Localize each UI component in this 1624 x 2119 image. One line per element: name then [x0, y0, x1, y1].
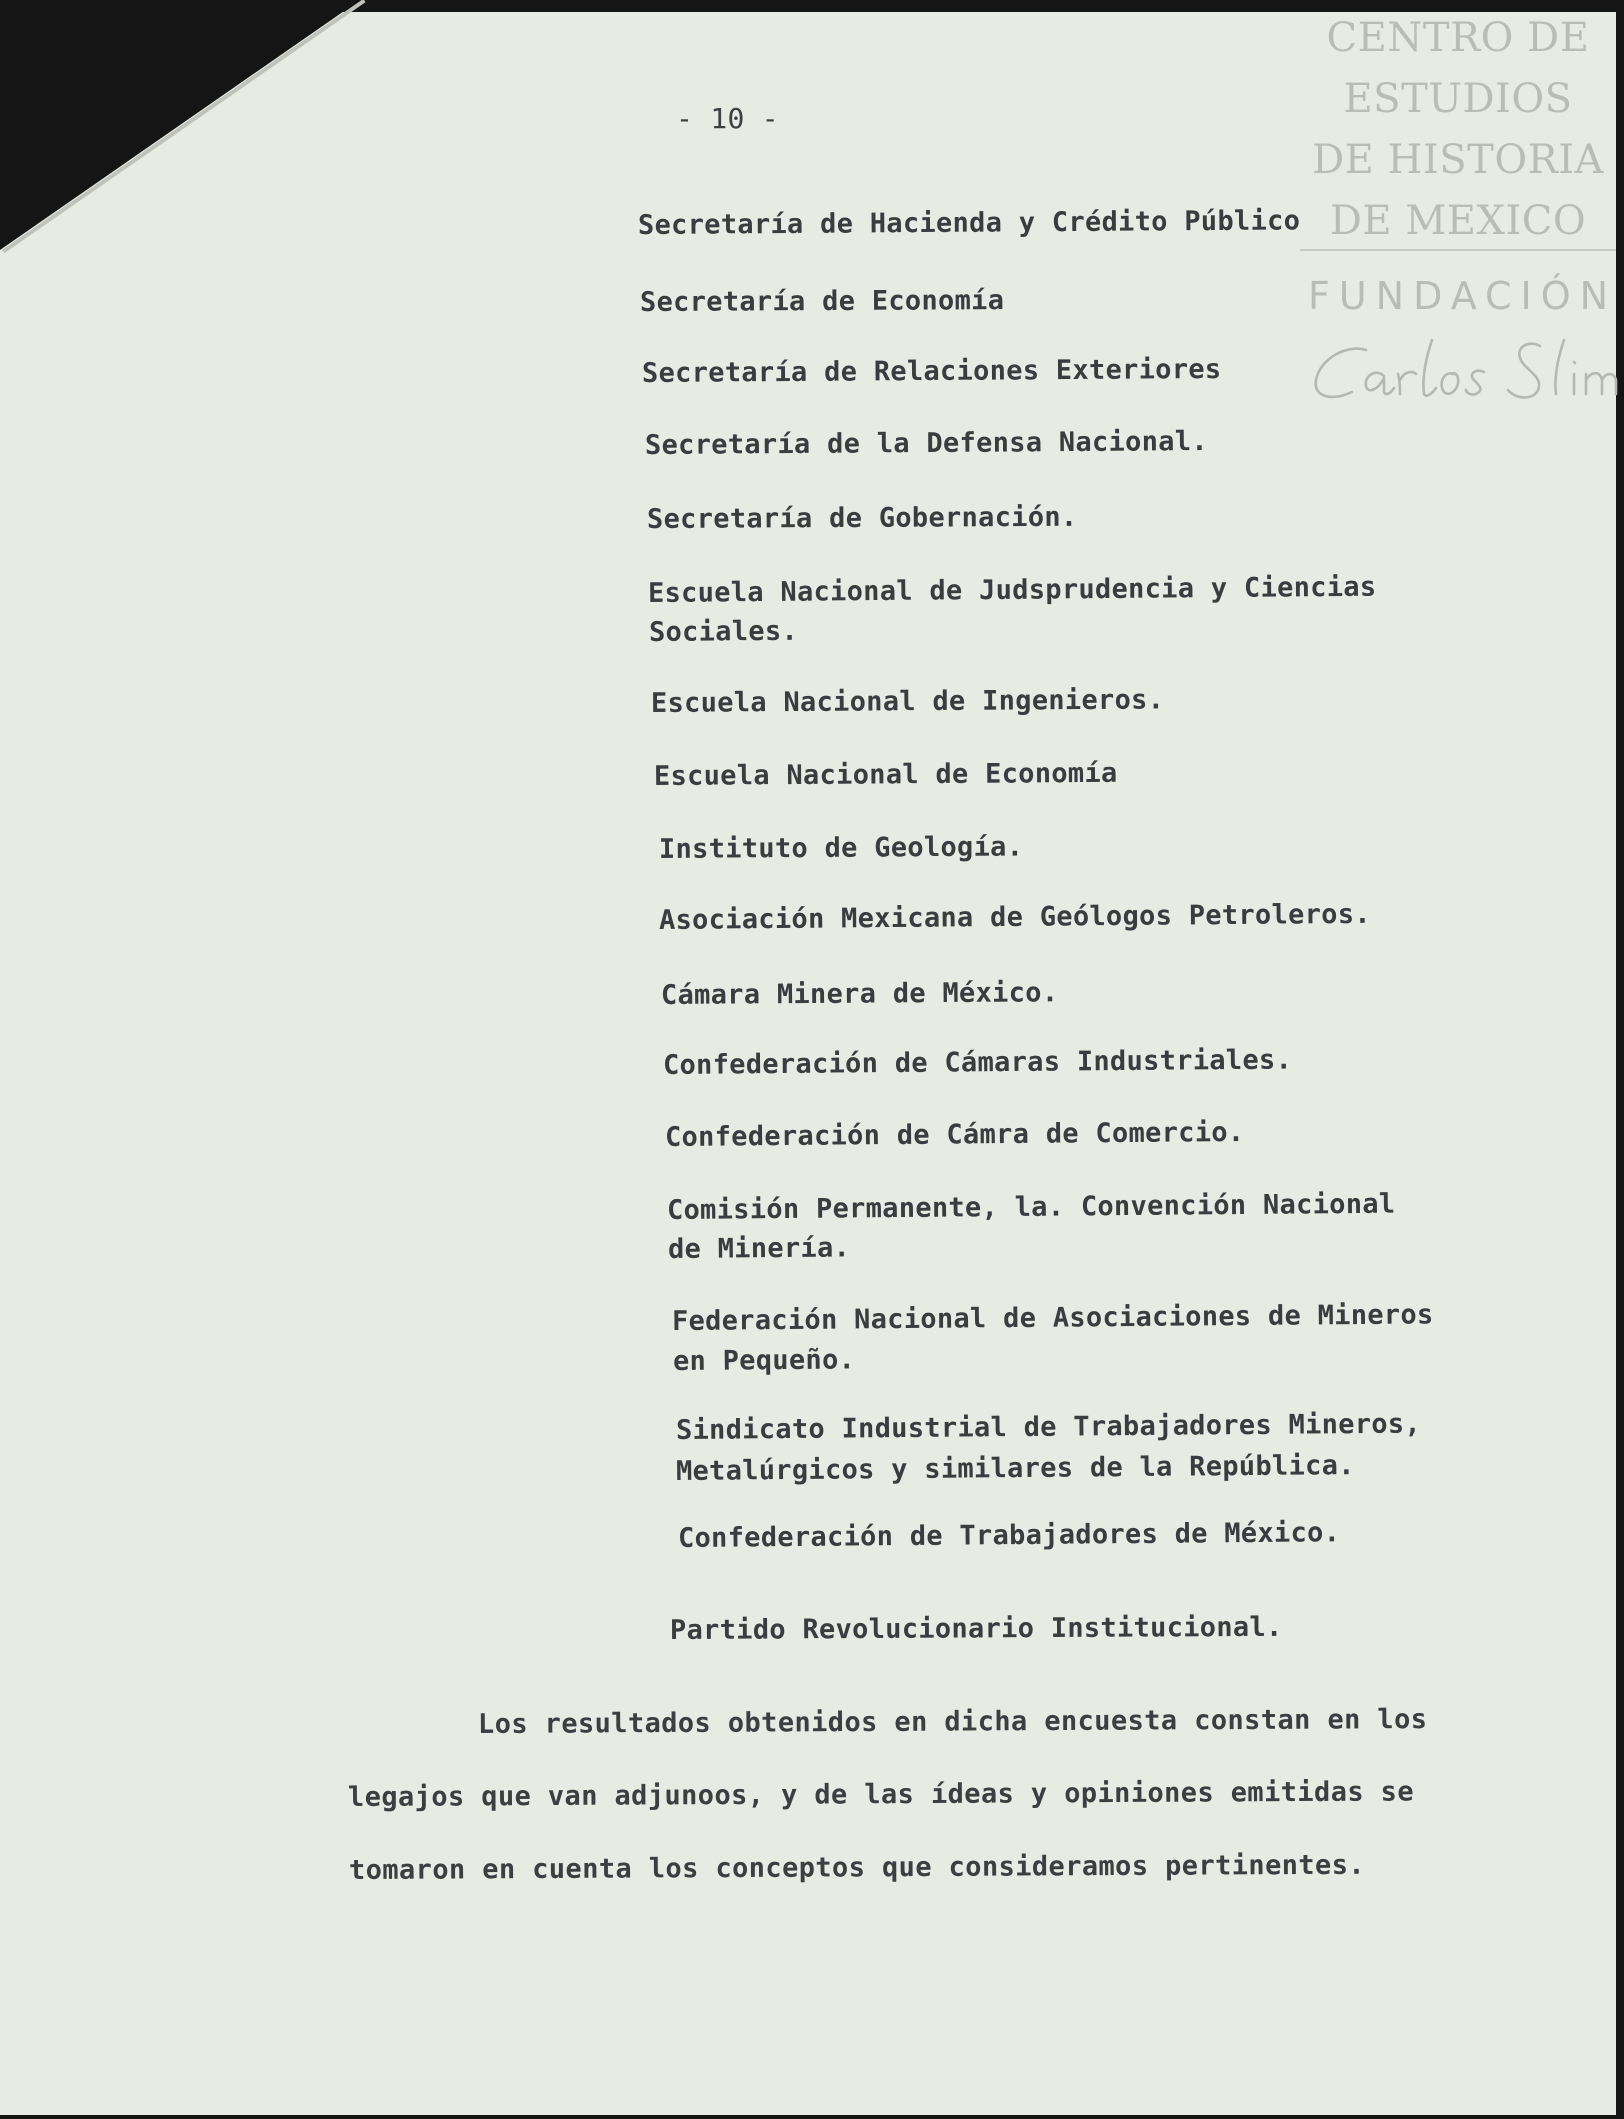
watermark-line: DE HISTORIA	[1312, 137, 1604, 183]
list-item: Secretaría de Relaciones Exteriores	[641, 353, 1222, 389]
list-item-continuation: Sociales.	[648, 615, 799, 648]
watermark-line: ESTUDIOS	[1343, 76, 1573, 122]
list-item: Partido Revolucionario Institucional.	[669, 1611, 1283, 1646]
list-item: Escuela Nacional de Ingenieros.	[650, 684, 1165, 719]
list-item: Confederación de Trabajadores de México.	[677, 1517, 1341, 1554]
watermark-line: DE MEXICO	[1329, 198, 1587, 244]
list-item: Confederación de Cámra de Comercio.	[664, 1116, 1245, 1153]
list-item: Federación Nacional de Asociaciones de Mineros	[671, 1299, 1434, 1337]
list-item: Secretaría de Gobernación.	[646, 501, 1078, 535]
scan-edge-bottom	[0, 2115, 1624, 2119]
list-item: Asociación Mexicana de Geólogos Petroleros.	[658, 898, 1371, 936]
list-item-continuation: de Minería.	[667, 1232, 851, 1265]
signature-logo	[1308, 328, 1618, 418]
paragraph-line: Los resultados obtenidos en dicha encuesta constan en los	[477, 1704, 1428, 1740]
list-item: Escuela Nacional de Judsprudencia y Ciencias	[647, 571, 1377, 609]
list-item: Secretaría de la Defensa Nacional.	[644, 426, 1208, 461]
watermark-rule	[1300, 249, 1616, 251]
list-item: Instituto de Geología.	[658, 831, 1024, 865]
list-item: Escuela Nacional de Economía	[653, 757, 1118, 792]
list-item-continuation: Metalúrgicos y similares de la República.	[675, 1450, 1355, 1487]
list-item: Cámara Minera de México.	[660, 977, 1059, 1011]
list-item-continuation: en Pequeño.	[672, 1344, 856, 1377]
list-item: Sindicato Industrial de Trabajadores Mineros,	[675, 1408, 1422, 1446]
page-number: - 10 -	[676, 102, 779, 135]
archive-watermark	[1300, 8, 1618, 318]
watermark-foundation: FUNDACIÓN	[1308, 274, 1618, 318]
paragraph-line: legajos que van adjunoos, y de las ídeas y opiniones emitidas se	[347, 1776, 1415, 1813]
watermark-line: CENTRO DE	[1326, 15, 1590, 61]
list-item: Secretaría de Economía	[639, 285, 1005, 318]
scan-edge-right	[1616, 0, 1624, 2119]
list-item: Secretaría de Hacienda y Crédito Público	[637, 205, 1301, 241]
paragraph-line: tomaron en cuenta los conceptos que consideramos pertinentes.	[348, 1849, 1366, 1886]
list-item: Comisión Permanente, la. Convención Nacional	[666, 1188, 1396, 1226]
list-item: Confederación de Cámaras Industriales.	[662, 1044, 1293, 1081]
